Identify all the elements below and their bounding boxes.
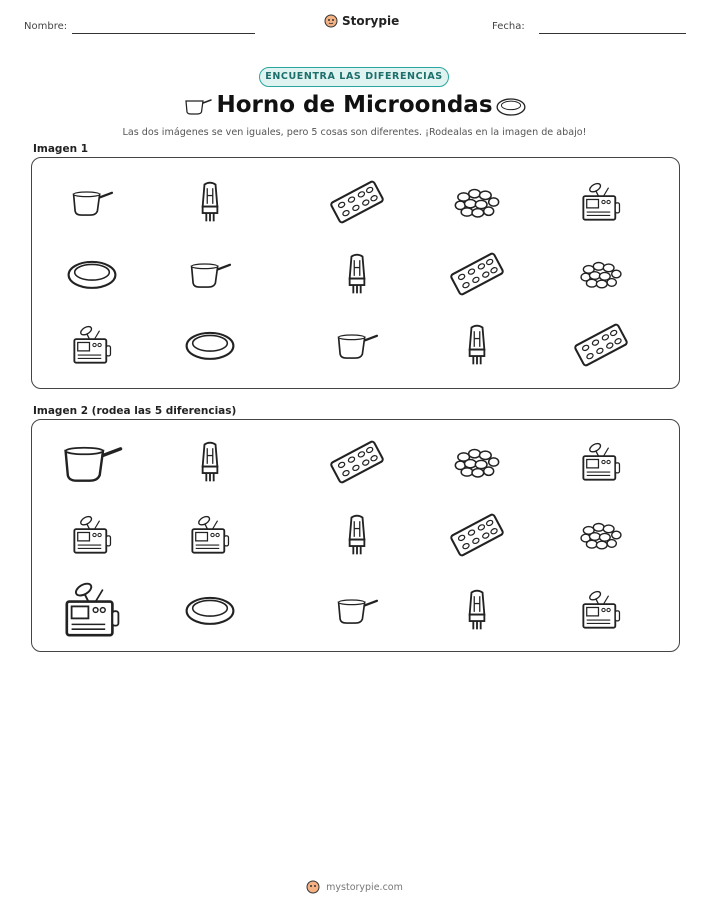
name-field-line[interactable]: [72, 33, 255, 34]
bulb-icon: [343, 251, 371, 297]
tray-icon: [449, 253, 505, 295]
bowl-icon: [184, 327, 236, 363]
cup-icon: [69, 186, 115, 218]
mascot-icon: [306, 880, 320, 894]
bulb-icon[interactable]: [463, 587, 491, 633]
radio-icon: [580, 180, 622, 224]
popcorn-icon[interactable]: [578, 517, 624, 553]
radio-icon: [71, 323, 113, 367]
bowl-icon[interactable]: [184, 592, 236, 628]
cup-icon[interactable]: [334, 594, 380, 626]
mascot-icon: [324, 14, 338, 28]
activity-badge: ENCUENTRA LAS DIFERENCIAS: [259, 67, 449, 87]
tray-icon: [573, 324, 629, 366]
radio-icon[interactable]: [189, 513, 231, 557]
radio-icon[interactable]: [580, 588, 622, 632]
bulb-icon: [196, 179, 224, 225]
bowl-icon: [495, 96, 527, 118]
footer-url: mystorypie.com: [326, 881, 403, 893]
date-label: Fecha:: [492, 21, 525, 32]
bulb-icon: [463, 322, 491, 368]
tray-icon: [329, 181, 385, 223]
bowl-icon: [66, 256, 118, 292]
page-title: Horno de Microondas: [216, 92, 493, 118]
panel2-label: Imagen 2 (rodea las 5 diferencias): [33, 405, 237, 417]
cup-icon[interactable]: [59, 440, 125, 484]
footer: [0, 880, 709, 894]
radio-icon[interactable]: [580, 440, 622, 484]
bulb-icon[interactable]: [343, 512, 371, 558]
brand-logo: [324, 14, 399, 28]
popcorn-icon[interactable]: [452, 442, 502, 482]
radio-icon[interactable]: [71, 513, 113, 557]
tray-icon[interactable]: [329, 441, 385, 483]
image-1-panel: [31, 157, 680, 389]
name-label: Nombre:: [24, 21, 68, 32]
panel1-label: Imagen 1: [33, 143, 89, 155]
radio-icon[interactable]: [62, 577, 122, 643]
popcorn-icon: [452, 182, 502, 222]
instructions: Las dos imágenes se ven iguales, pero 5 cosas son diferentes. ¡Rodealas en la imagen de abajo!: [122, 127, 587, 138]
bulb-icon[interactable]: [196, 439, 224, 485]
cup-icon: [187, 258, 233, 290]
date-field-line[interactable]: [539, 33, 686, 34]
image-2-panel[interactable]: [31, 419, 680, 652]
popcorn-icon: [578, 256, 624, 292]
brand-name: Storypie: [342, 14, 400, 28]
tray-icon[interactable]: [449, 514, 505, 556]
cup-icon: [334, 329, 380, 361]
